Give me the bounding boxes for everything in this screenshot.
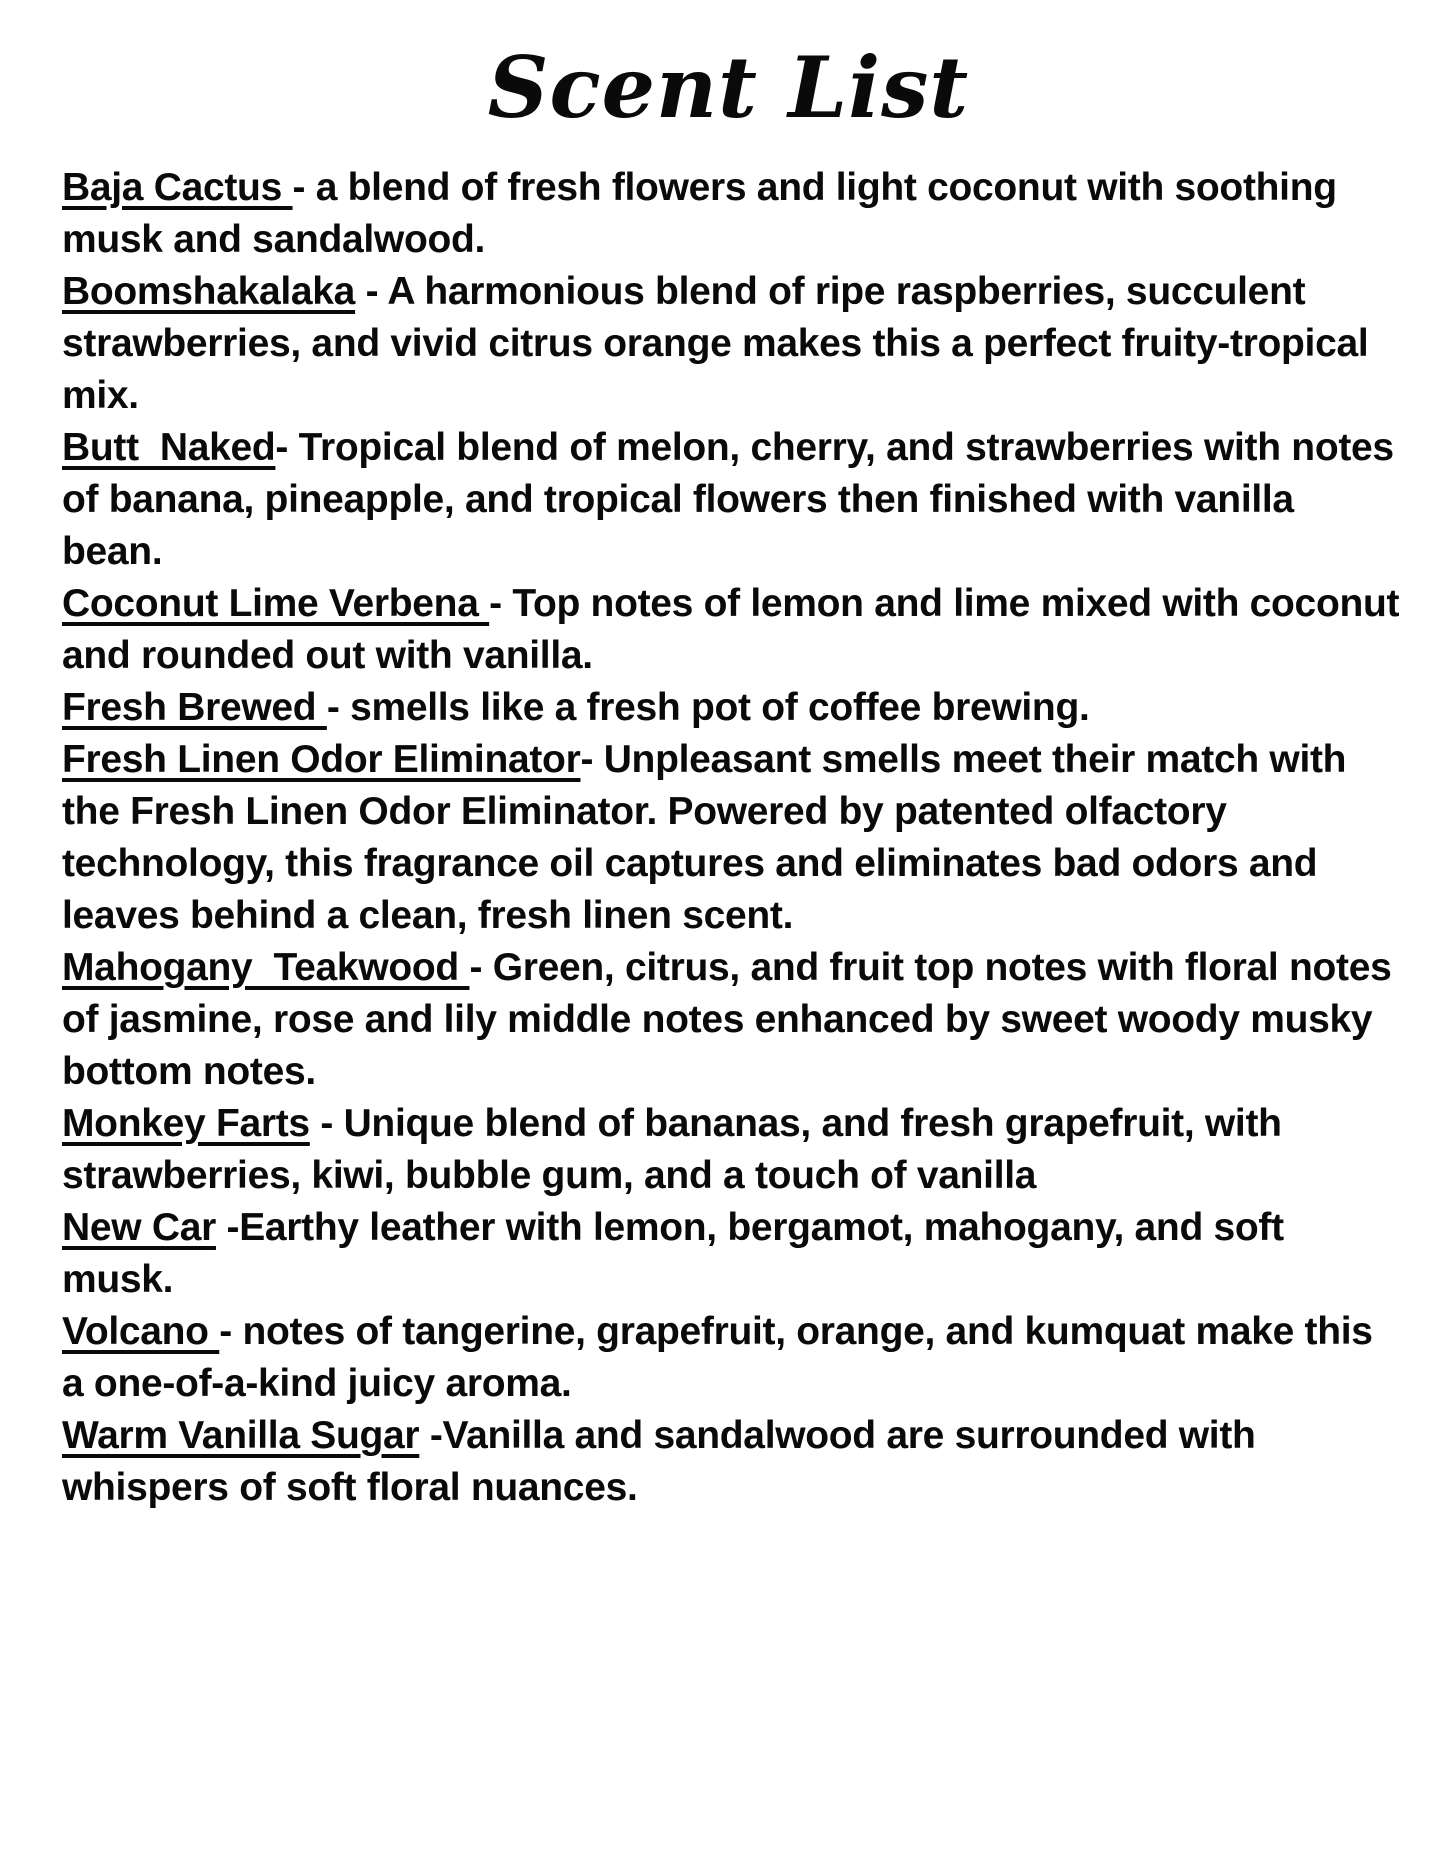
scent-entry [62,1098,1402,1202]
scent-entry [62,942,1402,1098]
scent-name: Fresh Linen Odor Eliminator [62,738,581,781]
scent-name: Volcano [62,1310,220,1353]
scent-entry [62,1410,1402,1514]
page-title: Scent List [487,38,970,137]
scent-description: - A harmonious blend of ripe raspberries, succulent strawberries, and vivid citrus orange makes this a perfect fruity-tropical mix. [62,270,1379,417]
scent-description: -Vanilla and sandalwood are surrounded with whispers of soft floral nuances. [62,1414,1267,1509]
scent-name: Coconut Lime Verbena [62,582,490,625]
scent-description: -Earthy leather with lemon, bergamot, mahogany, and soft musk. [62,1206,1295,1301]
scent-name: New Car [62,1206,216,1249]
scent-description: - notes of tangerine, grapefruit, orange, and kumquat make this a one-of-a-kind juicy aroma. [62,1310,1384,1405]
scent-entry [62,682,1402,734]
scent-name: Baja Cactus [62,166,293,209]
scent-entry [62,578,1410,682]
scent-entry [62,734,1402,942]
scent-name: Monkey Farts [62,1102,310,1145]
scent-entry [62,1202,1402,1306]
scent-entry [62,1306,1402,1410]
scent-description: - Top notes of lemon and lime mixed with coconut and rounded out with vanilla. [62,582,1410,677]
scent-entry [62,266,1402,422]
scent-description: - Tropical blend of melon, cherry, and strawberries with notes of banana, pineapple, and tropical flowers then finished with vanilla bean. [62,426,1405,573]
scent-name: Mahogany Teakwood [62,946,470,989]
scent-list [62,162,1410,1514]
scent-description: - Unique blend of bananas, and fresh grapefruit, with strawberries, kiwi, bubble gum, and a touch of vanilla [62,1102,1293,1197]
scent-description: - Unpleasant smells meet their match with the Fresh Linen Odor Eliminator. Powered by patented olfactory technology, this fragrance oil captures and eliminates bad odors and leaves behind a clean, fresh linen scent. [62,738,1357,937]
scent-description: - a blend of fresh flowers and light coconut with soothing musk and sandalwood. [62,166,1348,261]
scent-name: Fresh Brewed [62,686,327,729]
scent-name: Boomshakalaka [62,270,356,313]
scent-description: - smells like a fresh pot of coffee brewing. [326,686,1090,729]
scent-entry [62,422,1405,578]
scent-entry [62,162,1402,266]
scent-name: Butt Naked [62,426,276,469]
scent-name: Warm Vanilla Sugar [62,1414,420,1457]
scent-description: - Green, citrus, and fruit top notes with floral notes of jasmine, rose and lily middle notes enhanced by sweet woody musky bottom notes. [62,946,1403,1093]
